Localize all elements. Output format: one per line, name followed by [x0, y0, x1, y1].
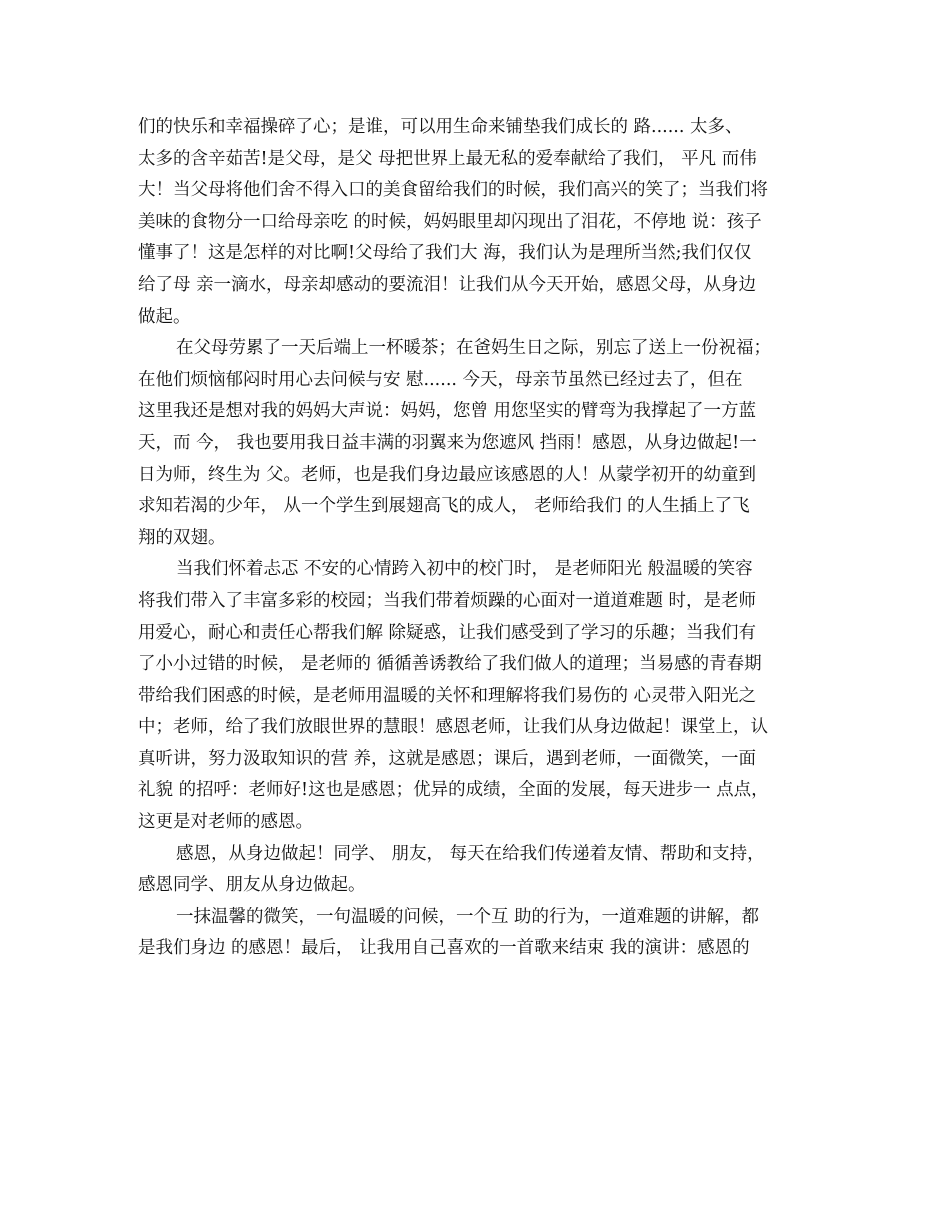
text-line: 日为师，终生为 父。老师，也是我们身边最应该感恩的人！从蒙学初开的幼童到 [138, 464, 757, 485]
text-line: 当我们怀着忐忑 不安的心情跨入初中的校门时， 是老师阳光 般温暖的笑容 [176, 559, 753, 580]
text-line: 美味的食物分一口给母亲吃 的时候，妈妈眼里却闪现出了泪花，不停地 说：孩子 [138, 211, 762, 232]
text-line: 懂事了！这是怎样的对比啊!父母给了我们大 海，我们认为是理所当然;我们仅仅 [138, 243, 752, 264]
text-line: 在父母劳累了一天后端上一杯暖茶；在爸妈生日之际，别忘了送上一份祝福； [176, 338, 771, 359]
text-line: 了小小过错的时候， 是老师的 循循善诱教给了我们做人的道理；当易感的青春期 [138, 654, 762, 675]
text-line: 中；老师，给了我们放眼世界的慧眼！感恩老师，让我们从身边做起！课堂上，认 [138, 717, 768, 738]
text-line: 感恩，从身边做起！同学、 朋友， 每天在给我们传递着友情、帮助和支持， [176, 843, 765, 864]
text-line: 是我们身边 的感恩！最后， 让我用自己喜欢的一首歌来结束 我的演讲：感恩的 [138, 938, 750, 959]
text-line: 真听讲，努力汲取知识的营 养，这就是感恩；课后，遇到老师，一面微笑，一面 [138, 748, 757, 769]
document-body [138, 112, 818, 965]
text-line: 翔的双翅。 [138, 527, 226, 548]
text-line: 求知若渴的少年， 从一个学生到展翅高飞的成人， 老师给我们 的人生插上了飞 [138, 496, 750, 517]
text-line: 一抹温馨的微笑，一句温暖的问候，一个互 助的行为，一道难题的讲解，都 [176, 906, 760, 927]
text-line: 将我们带入了丰富多彩的校园；当我们带着烦躁的心面对一道道难题 时，是老师 [138, 590, 757, 611]
text-line: 天，而 今， 我也要用我日益丰满的羽翼来为您遮风 挡雨！感恩，从身边做起!一 [138, 432, 757, 453]
text-line: 在他们烦恼郁闷时用心去问候与安 慰...... 今天，母亲节虽然已经过去了，但在 [138, 369, 743, 390]
text-line: 感恩同学、朋友从身边做起。 [138, 875, 366, 896]
text-line: 礼貌 的招呼：老师好!这也是感恩；优异的成绩，全面的发展，每天进步一 点点， [138, 780, 769, 801]
text-line: 带给我们困惑的时候，是老师用温暖的关怀和理解将我们易伤的 心灵带入阳光之 [138, 685, 757, 706]
text-line: 这里我还是想对我的妈妈大声说：妈妈，您曾 用您坚实的臂弯为我撑起了一方蓝 [138, 401, 757, 422]
text-line: 这更是对老师的感恩。 [138, 812, 313, 833]
text-line: 做起。 [138, 306, 191, 327]
text-line: 们的快乐和幸福操碎了心；是谁，可以用生命来铺垫我们成长的 路...... 太多、 [138, 117, 743, 137]
text-line: 大！当父母将他们舍不得入口的美食留给我们的时候，我们高兴的笑了；当我们将 [138, 180, 768, 201]
text-line: 太多的含辛茹苦!是父母，是父 母把世界上最无私的爱奉献给了我们， 平凡 而伟 [138, 148, 757, 169]
text-line: 用爱心，耐心和责任心帮我们解 除疑惑，让我们感受到了学习的乐趣；当我们有 [138, 622, 757, 643]
text-line: 给了母 亲一滴水，母亲却感动的要流泪！让我们从今天开始，感恩父母，从身边 [138, 274, 757, 295]
